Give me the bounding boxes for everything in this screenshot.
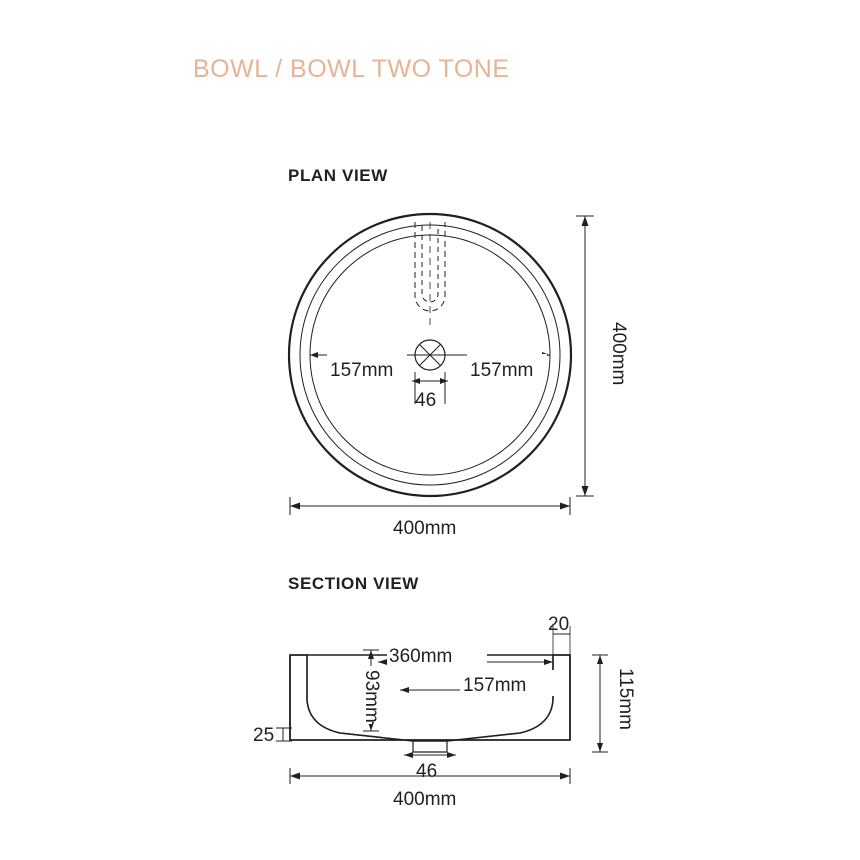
section-inner-width-arrow-left [378,659,387,665]
plan-height-label: 400mm [608,322,629,386]
section-inner-width-label: 360mm [389,646,453,667]
section-height-arrow-top [597,655,603,664]
section-width-label: 400mm [393,789,457,810]
section-rim-label: 20 [548,614,570,635]
plan-view-label: PLAN VIEW [288,166,388,185]
page-title: BOWL / BOWL TWO TONE [193,55,510,83]
section-inner-half-label: 157mm [463,675,527,696]
section-height-arrow-bottom [597,743,603,752]
section-drain-arrow-left [404,752,413,758]
section-inner-width-arrow-right [544,659,553,665]
section-inner-half-arrow-left [400,687,409,693]
plan-drain-arrow-left [412,378,420,384]
section-drain-label: 46 [416,761,438,782]
section-outer-profile [290,655,570,741]
plan-drain-label: 46 [415,390,437,411]
section-inner-profile-right [447,655,553,741]
plan-width-label: 400mm [393,518,457,539]
section-base-label: 25 [253,725,275,746]
plan-height-arrow-top [582,216,589,226]
plan-center-arrow-left [310,352,318,358]
section-height-label: 115mm [615,668,636,730]
plan-width-arrow-right [560,503,570,510]
section-view-group [253,614,636,810]
plan-right-radius-label: 157mm [470,360,534,381]
plan-view-group [289,214,629,539]
plan-height-arrow-bottom [582,486,589,496]
plan-width-arrow-left [290,503,300,510]
plan-left-radius-label: 157mm [330,360,394,381]
section-view-label: SECTION VIEW [288,574,419,593]
section-depth-label: 93mm [361,670,382,723]
section-width-arrow-right [560,773,570,780]
plan-drain-arrow-right [440,378,448,384]
section-width-arrow-left [290,773,300,780]
section-drain-arrow-right [447,752,456,758]
